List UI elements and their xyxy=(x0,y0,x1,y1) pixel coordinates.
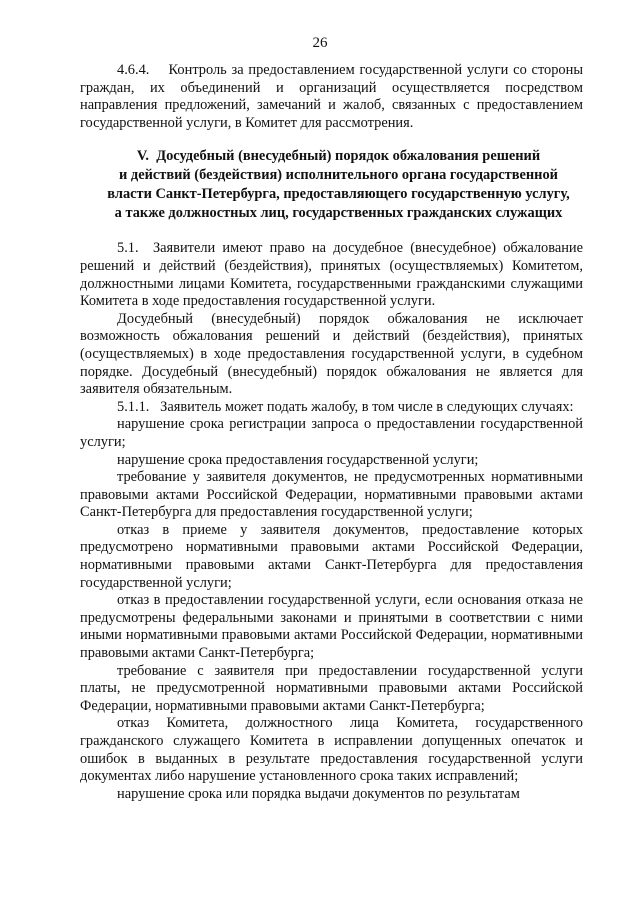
list-item-corrections-refusal: отказ Комитета, должностного лица Комитета, государственного гражданского служащего Комитета в исправлении допущенных опечаток и ошибок в выданных в результате предоставления государственной услуги документах либо нарушение установленного срока таких исправлений; xyxy=(80,715,583,785)
heading-line: V. Досудебный (внесудебный) порядок обжалования решений xyxy=(136,148,541,165)
paragraph-5-1: 5.1. Заявители имеют право на досудебное (внесудебное) обжалование решений и действий (бездействия), принятых (осуществляемых) Комитетом, должностными лицами Комитета, государственными гражданскими служащими Комитета в ходе предоставления государственной услуги. xyxy=(80,240,583,310)
list-item-documents-requirement: требование у заявителя документов, не предусмотренных нормативными правовыми актами Российской Федерации, нормативными правовыми актами Санкт-Петербурга для предоставления государственной услуги; xyxy=(80,469,583,521)
heading-line: и действий (бездействия) исполнительного органа государственной xyxy=(119,167,558,184)
list-item-service-term: нарушение срока предоставления государственной услуги; xyxy=(117,451,479,468)
paragraph-pretrial-note: Досудебный (внесудебный) порядок обжалования не исключает возможность обжалования решений и действий (бездействия), принятых (осуществляемых) в ходе предоставления государственной услуги, в судебном порядке. Досудебный (внесудебный) порядок обжалования не является для заявителя обязательным. xyxy=(80,310,583,398)
list-item-fee-requirement: требование с заявителя при предоставлении государственной услуги платы, не предусмотренной нормативными правовыми актами Российской Федерации, нормативными правовыми актами Санкт-Петербурга; xyxy=(80,662,583,714)
document-body xyxy=(80,62,583,803)
section-v-heading xyxy=(80,147,583,223)
paragraph-5-1-1: 5.1.1. Заявитель может подать жалобу, в том числе в следующих случаях: xyxy=(117,398,574,415)
heading-line: а также должностных лиц, государственных гражданских служащих xyxy=(114,205,563,222)
list-item-registration-term: нарушение срока регистрации запроса о предоставлении государственной услуги; xyxy=(80,416,583,450)
heading-line: власти Санкт-Петербурга, предоставляющего государственную услугу, xyxy=(107,186,570,203)
list-item-service-refusal: отказ в предоставлении государственной услуги, если основания отказа не предусмотрены федеральными законами и принятыми в соответствии с ними иными нормативными правовыми актами Российской Федерации, нормативными правовыми актами Санкт-Петербурга; xyxy=(80,592,583,662)
page-number: 26 xyxy=(312,35,328,51)
list-item-issuance-violation: нарушение срока или порядка выдачи документов по результатам xyxy=(117,785,520,802)
list-item-document-refusal: отказ в приеме у заявителя документов, предоставление которых предусмотрено нормативными правовыми актами Российской Федерации, нормативными правовыми актами Санкт-Петербурга для предоставления государственной услуги; xyxy=(80,521,583,591)
paragraph-4-6-4: 4.6.4. Контроль за предоставлением государственной услуги со стороны граждан, их объединений и организаций осуществляется посредством направления предложений, замечаний и жалоб, связанных с предоставлением государственной услуги, в Комитет для рассмотрения. xyxy=(80,62,583,131)
